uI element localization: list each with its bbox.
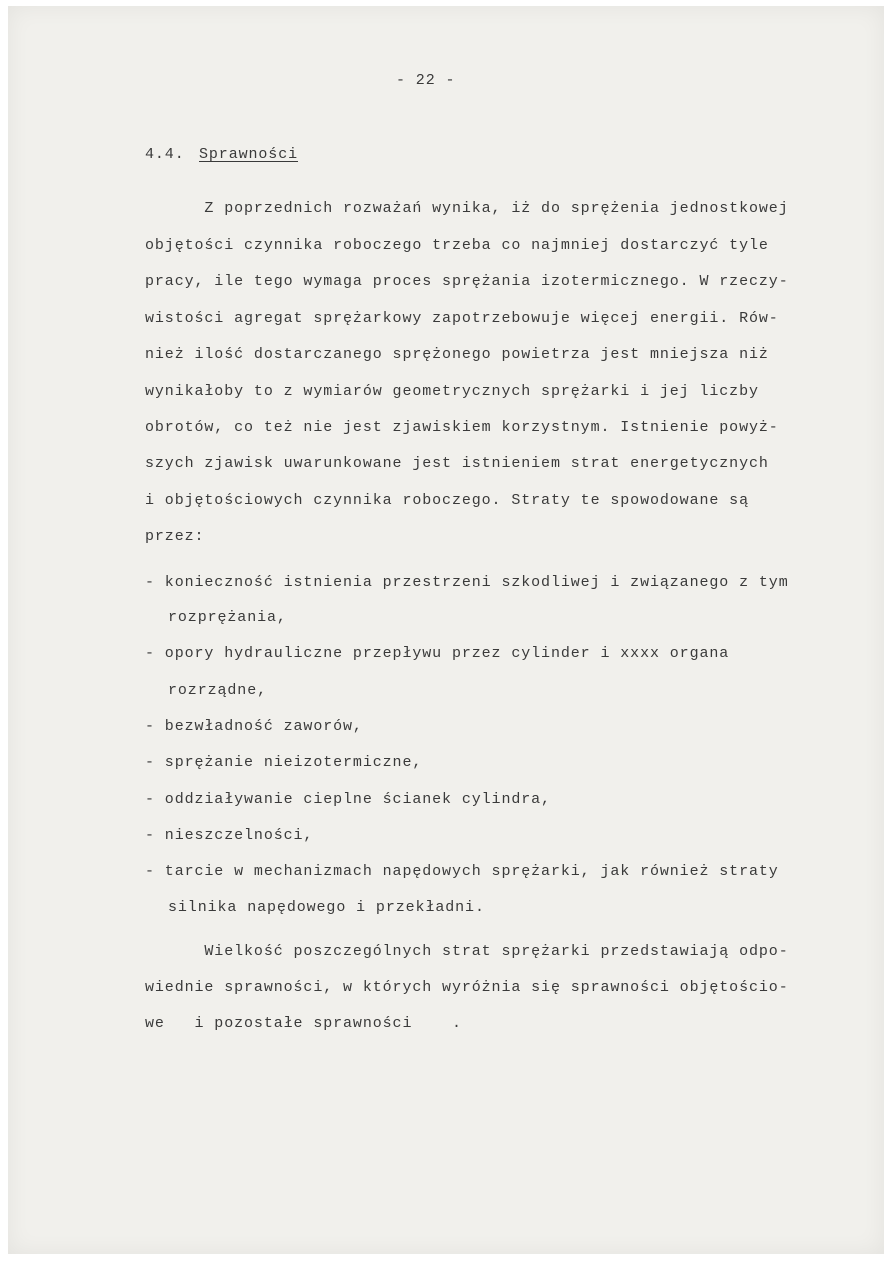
text-line: nież ilość dostarczanego sprężonego powietrza jest mniejsza niż [145,346,769,363]
text-line: szych zjawisk uwarunkowane jest istnieniem strat energetycznych [145,455,769,472]
text-line: i objętościowych czynnika roboczego. Straty te spowodowane są [145,492,749,509]
text-line: Z poprzednich rozważań wynika, iż do sprężenia jednostkowej [145,200,789,217]
list-item: - bezwładność zaworów, [145,718,363,735]
text-line: Wielkość poszczególnych strat sprężarki przedstawiają odpo- [145,943,789,960]
section-number: 4.4. [145,146,185,163]
section-title: Sprawności [199,146,299,163]
list-item: - konieczność istnienia przestrzeni szkodliwej i związanego z tym [145,574,789,591]
text-line: we i pozostałe sprawności . [145,1015,462,1032]
list-item-continuation: rozprężania, [168,609,287,626]
list-item: - oddziaływanie cieplne ścianek cylindra, [145,791,551,808]
text-line: wiednie sprawności, w których wyróżnia się sprawności objętościo- [145,979,789,996]
text-line: obrotów, co też nie jest zjawiskiem korzystnym. Istnienie powyż- [145,419,779,436]
text-line: pracy, ile tego wymaga proces sprężania izotermicznego. W rzeczy- [145,273,789,290]
page-number: - 22 - [396,72,456,89]
document-page [8,6,884,1254]
text-line: objętości czynnika roboczego trzeba co najmniej dostarczyć tyle [145,237,769,254]
list-item-continuation: silnika napędowego i przekładni. [168,899,485,916]
text-line: wistości agregat sprężarkowy zapotrzebowuje więcej energii. Rów- [145,310,779,327]
text-line: wynikałoby to z wymiarów geometrycznych sprężarki i jej liczby [145,383,759,400]
text-line: przez: [145,528,205,545]
list-item-continuation: rozrządne, [168,682,268,699]
list-item: - sprężanie nieizotermiczne, [145,754,423,771]
list-item: - nieszczelności, [145,827,314,844]
list-item: - tarcie w mechanizmach napędowych sprężarki, jak również straty [145,863,779,880]
list-item: - opory hydrauliczne przepływu przez cylinder i xxxx organa [145,645,730,662]
